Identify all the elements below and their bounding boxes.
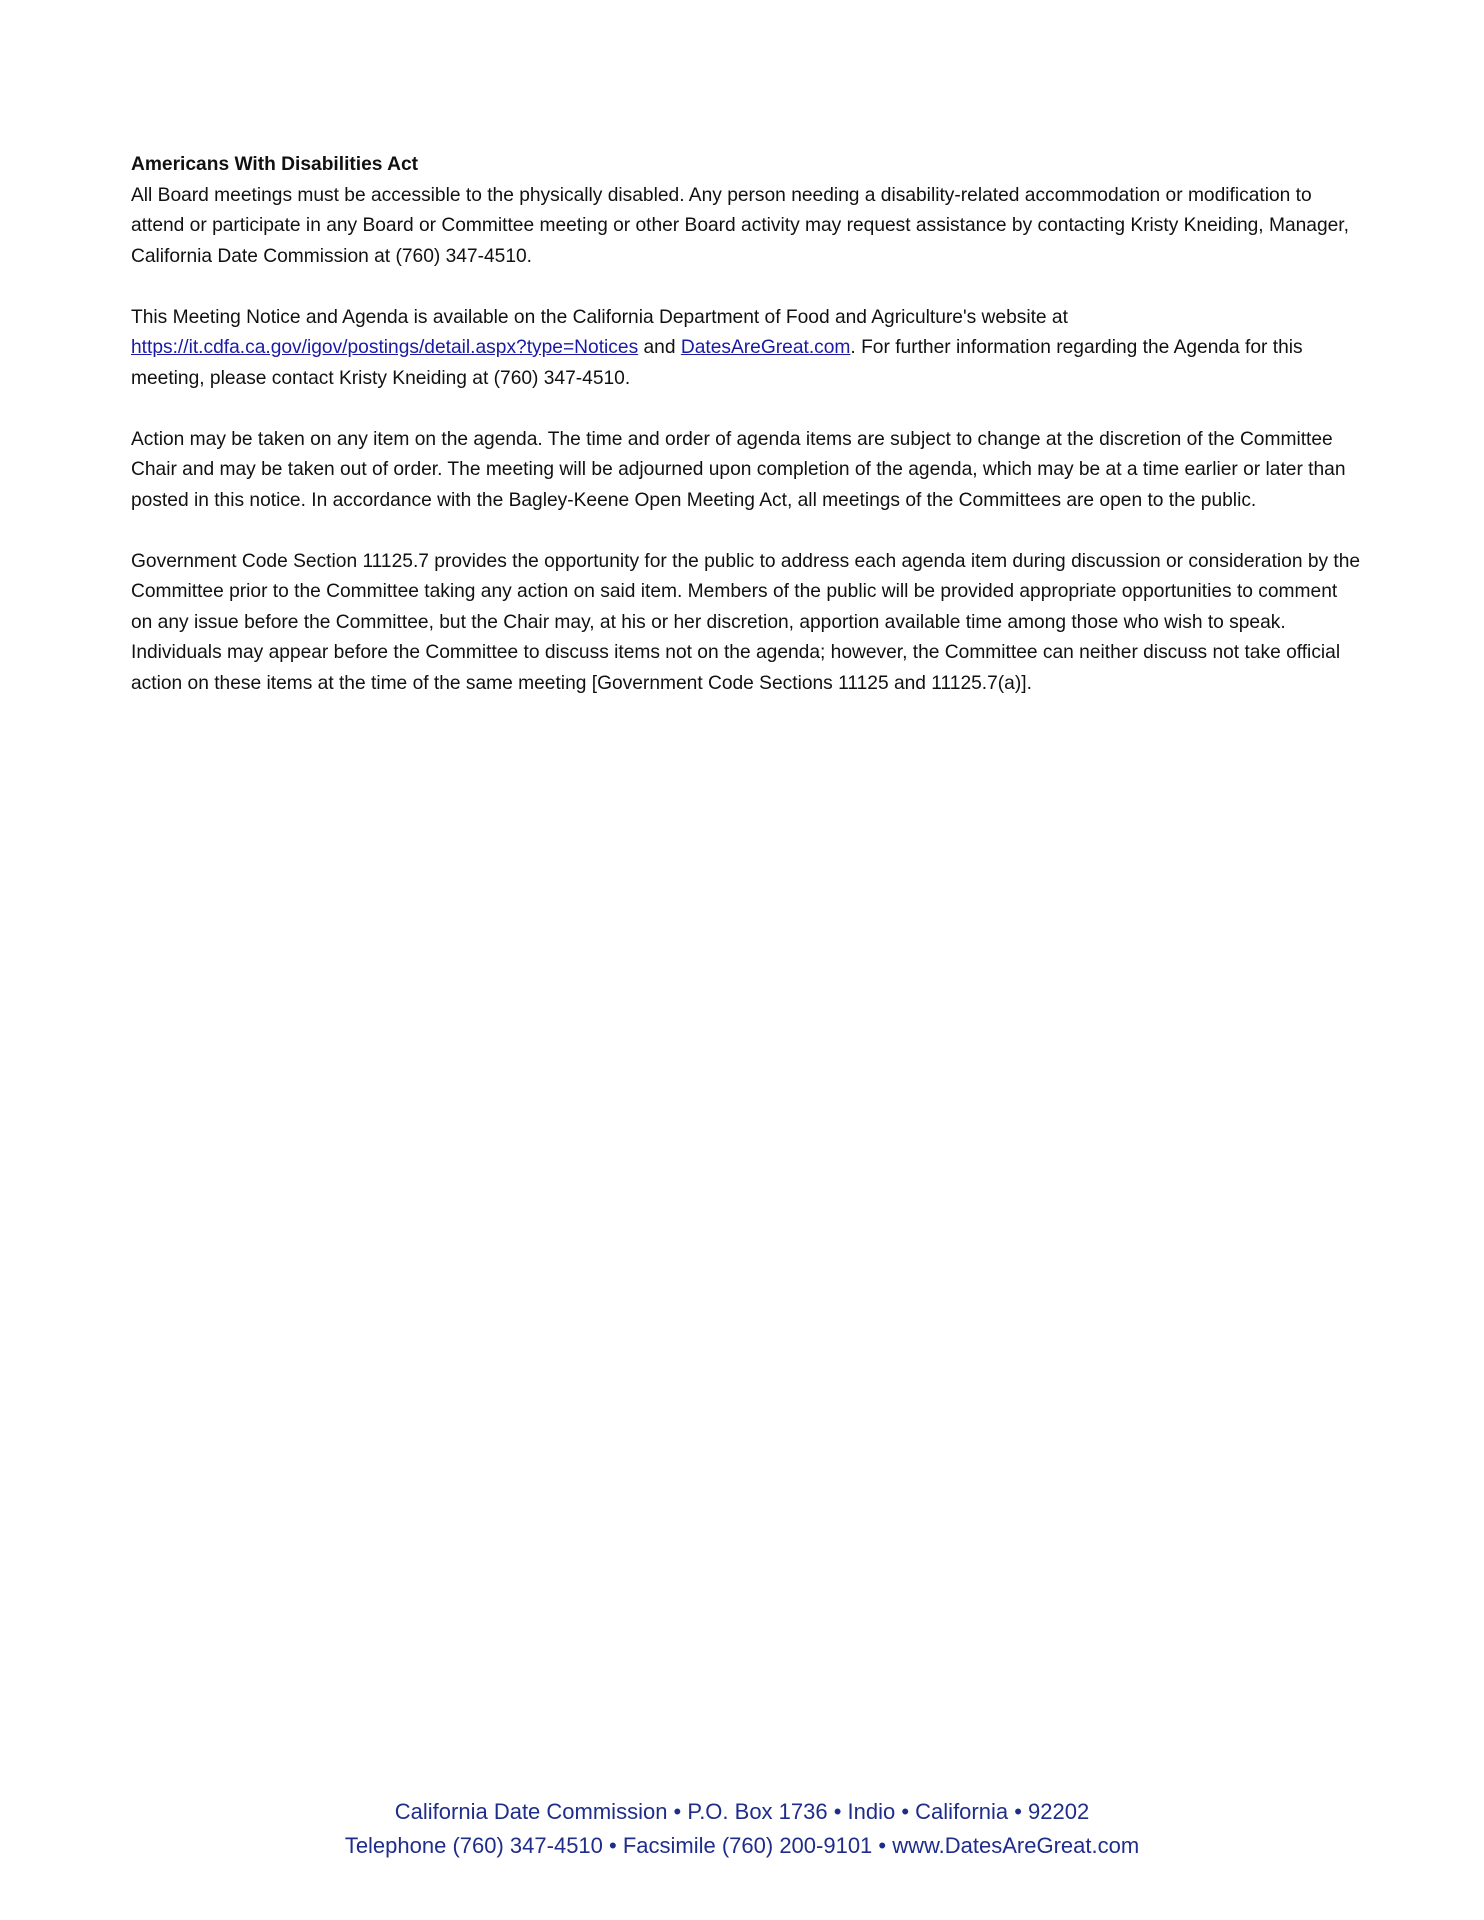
availability-outro: . For further information regarding the Agenda for this meeting, please contact Kristy Kneiding at (760) 347-4510. [131,337,1303,389]
cdfa-postings-link[interactable]: https://it.cdfa.ca.gov/igov/postings/detail.aspx?type=Notices [131,337,639,358]
availability-intro: This Meeting Notice and Agenda is available on the California Department of Food and Agriculture's website at [131,306,1068,328]
government-code-paragraph: Government Code Section 11125.7 provides the opportunity for the public to address each agenda item during discussion or consideration by the Committee prior to the Committee taking any action on said item. Members of the public will be provided appropriate opportunities to comment on any issue before the Committee, but the Chair may, at his or her discretion, apportion available time among those who wish to speak. Individuals may appear before the Committee to discuss items not on the agenda; however, the Committee can neither discuss not take official action on these items at the time of the same meeting [Government Code Sections 11125 and 11125.7(a)]. [131,550,1361,694]
dates-are-great-link[interactable]: DatesAreGreat.com [680,337,851,358]
document-body [131,150,1361,730]
availability-and: and [638,337,681,358]
letterhead-footer [0,1795,1484,1863]
footer-contact-line: Telephone (760) 347-4510 • Facsimile (760) 200-9101 • www.DatesAreGreat.com [344,1833,1140,1858]
action-paragraph: Action may be taken on any item on the agenda. The time and order of agenda items are subject to change at the discretion of the Committee Chair and may be taken out of order. The meeting will be adjourned upon completion of the agenda, which may be at a time earlier or later than posted in this notice. In accordance with the Bagley-Keene Open Meeting Act, all meetings of the Committees are open to the public. [131,428,1346,511]
ada-heading: Americans With Disabilities Act [131,154,419,175]
availability-paragraph [131,303,1361,395]
footer-address-line: California Date Commission • P.O. Box 1736 • Indio • California • 92202 [394,1799,1090,1824]
ada-paragraph: All Board meetings must be accessible to the physically disabled. Any person needing a disability-related accommodation or modification to attend or participate in any Board or Committee meeting or other Board activity may request assistance by contacting Kristy Kneiding, Manager, California Date Commission at (760) 347-4510. [131,184,1349,267]
